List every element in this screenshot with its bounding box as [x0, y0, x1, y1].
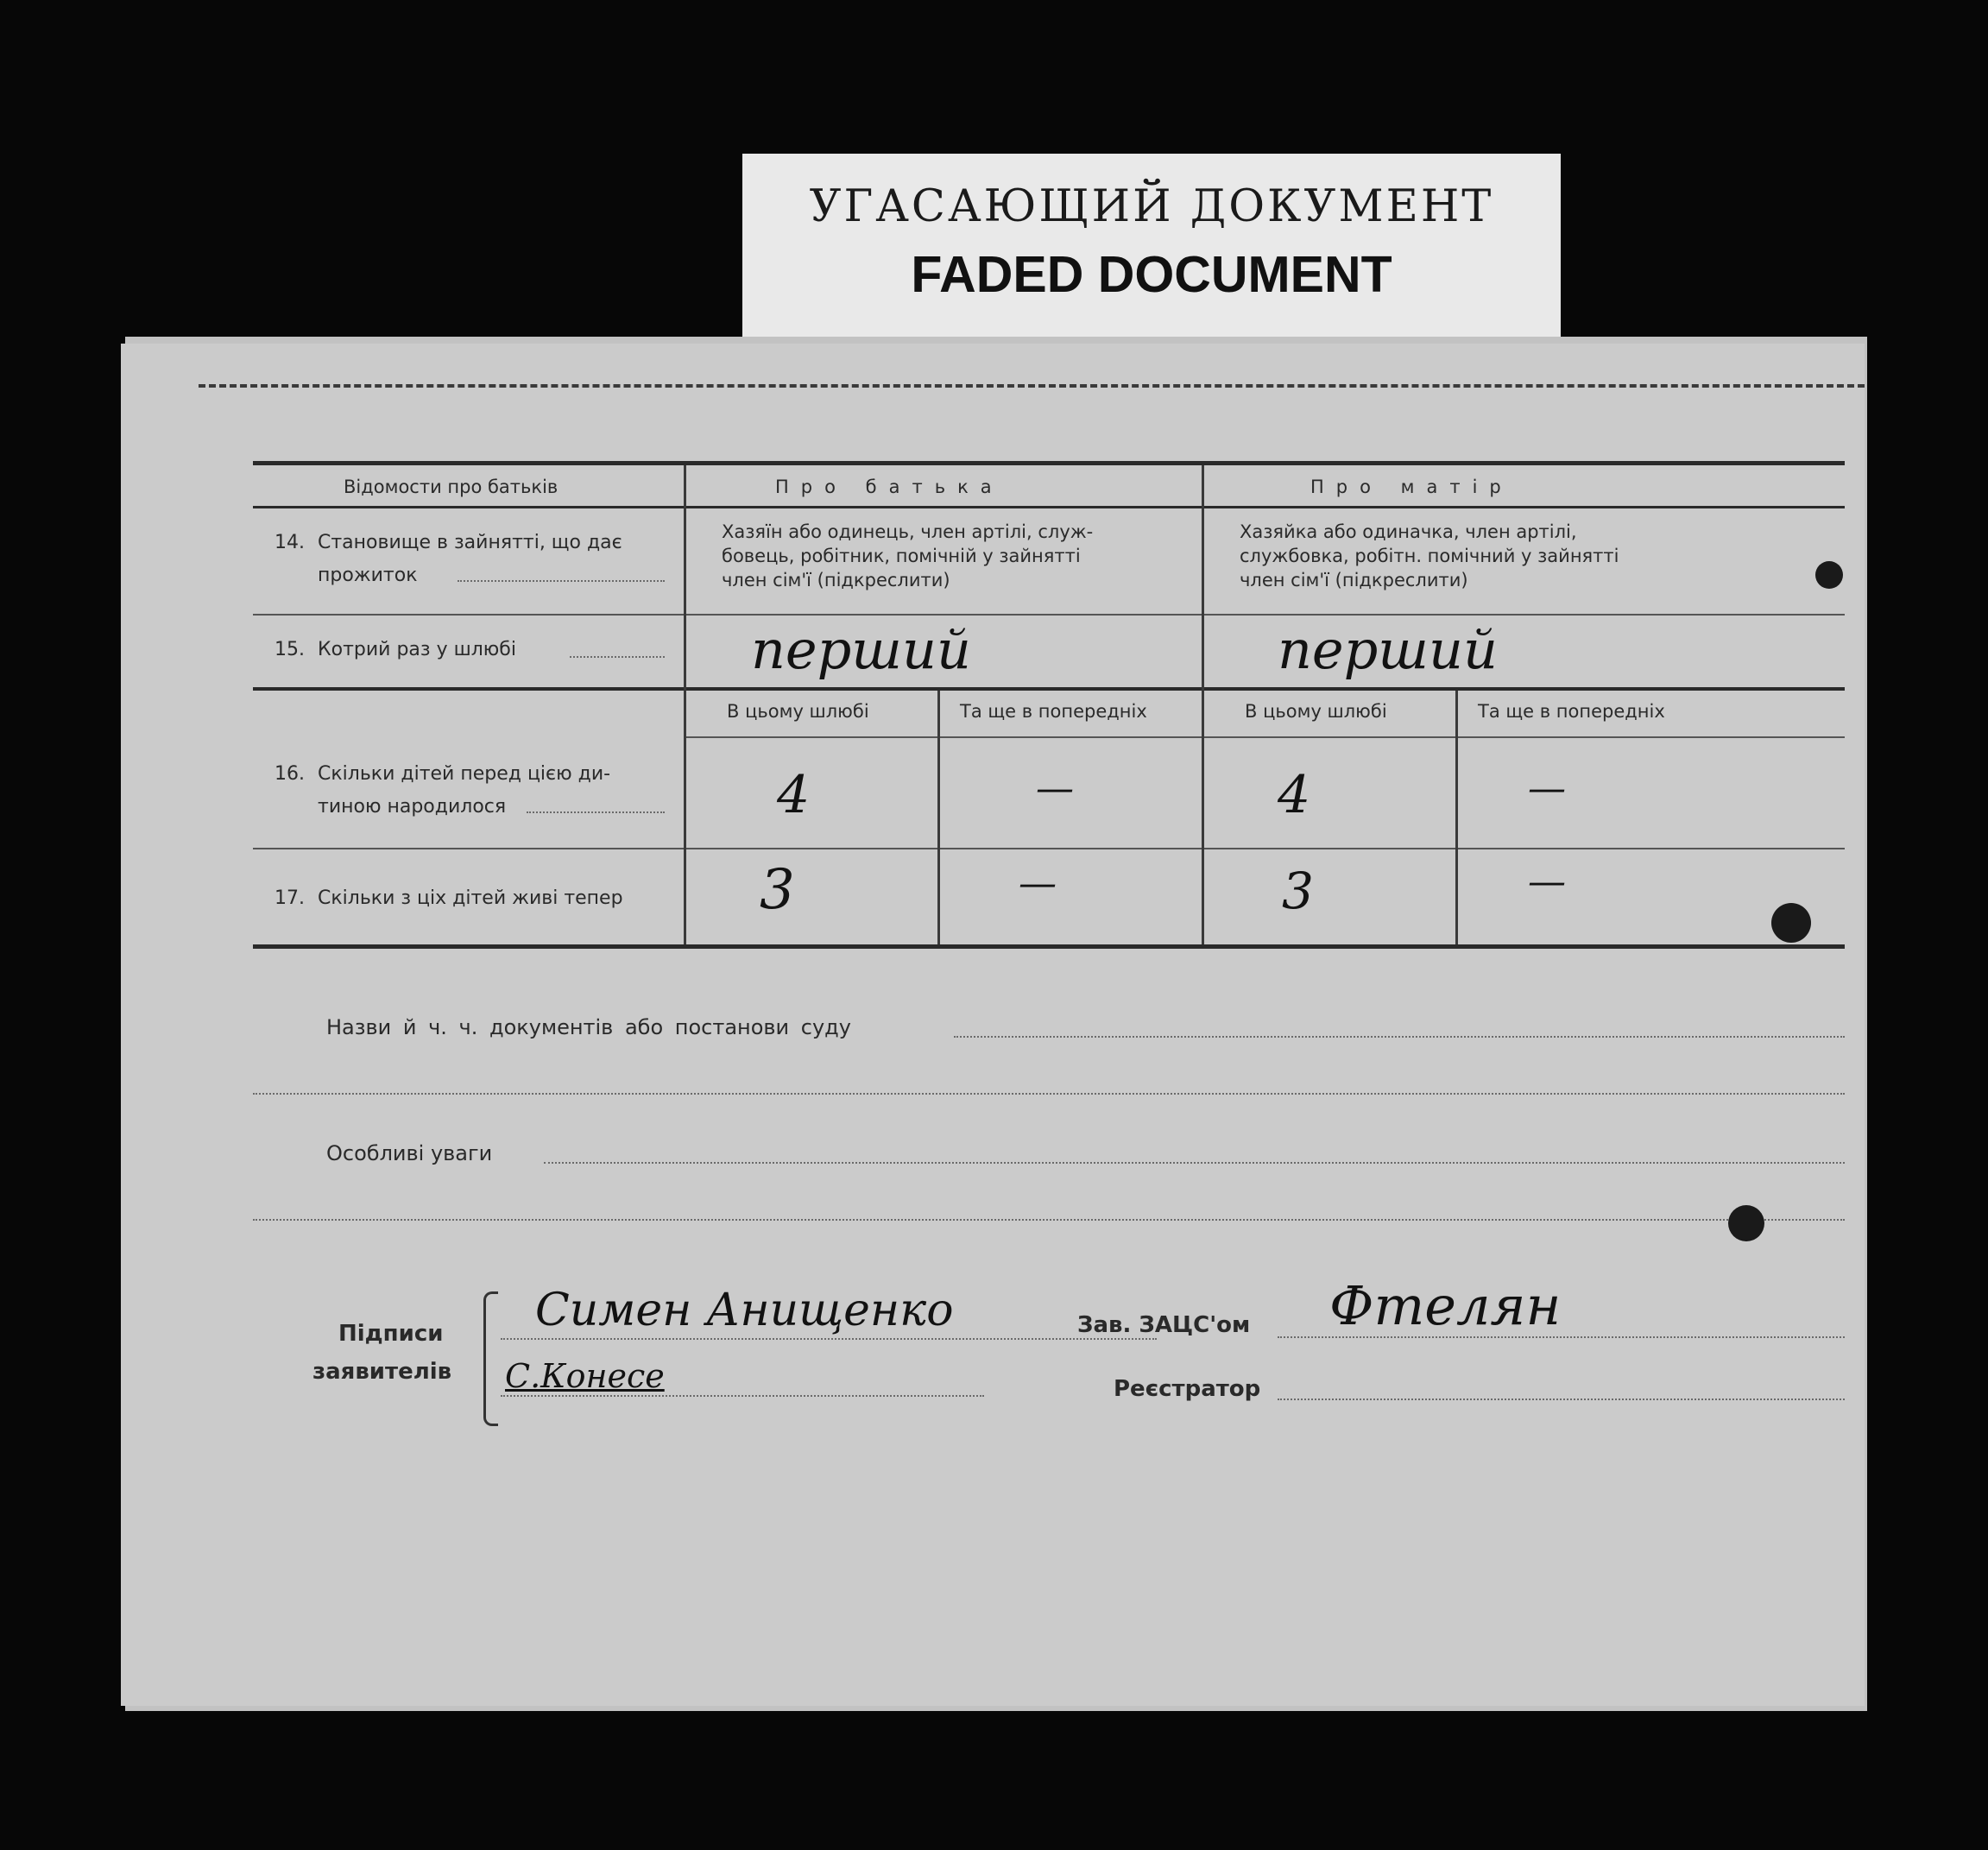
row14-mother-line2: службовка, робітн. помічний у зайнятті — [1240, 546, 1619, 566]
row17-number: 17. — [275, 887, 305, 909]
registrar-line — [1278, 1399, 1845, 1400]
row16-mother-prev: — — [1528, 767, 1566, 811]
row16-label-line2: тиною народилося — [318, 796, 507, 818]
punch-hole-3 — [1815, 561, 1843, 589]
row16-number: 16. — [275, 763, 305, 785]
documents-field-label: Назви й ч. ч. документів або постанови суду — [326, 1015, 851, 1039]
row14-bottom-rule — [253, 614, 1845, 616]
row14-father-line1: Хазяїн або одинець, член артілі, служ- — [722, 521, 1094, 542]
col-divider-father-sub — [937, 691, 940, 944]
row14-father-line2: бовець, робітник, помічній у зайнятті — [722, 546, 1081, 566]
row17-mother-this: 3 — [1282, 862, 1314, 920]
header-father: Про батька — [775, 477, 1004, 497]
registry-head-label: Зав. ЗАЦС'ом — [1077, 1312, 1251, 1338]
row16-bottom-rule — [253, 848, 1845, 849]
table-top-rule — [253, 461, 1845, 465]
subheader-father-this: В цьому шлюбі — [727, 701, 869, 722]
row15-label: Котрий раз у шлюбі — [318, 639, 516, 660]
col-divider-2 — [1202, 465, 1204, 944]
header-mother: Про матір — [1310, 477, 1513, 497]
remarks-field-line2 — [253, 1219, 1845, 1221]
row14-mother-line3: член сім'ї (підкреслити) — [1240, 570, 1468, 590]
row17-mother-prev: — — [1528, 860, 1566, 904]
col-divider-mother-sub — [1455, 691, 1458, 944]
row14-number: 14. — [275, 532, 305, 553]
row16-leader-dots — [527, 811, 665, 813]
row14-label-line1: Становище в зайнятті, що дає — [318, 532, 622, 553]
col-divider-1 — [684, 465, 686, 944]
row14-label-line2: прожиток — [318, 565, 418, 586]
applicant-signature-1-line — [501, 1338, 1157, 1340]
faded-document-stamp — [742, 154, 1561, 337]
subheader-mother-prev: Та ще в попередніх — [1478, 701, 1665, 722]
documents-field-line1 — [954, 1036, 1845, 1038]
registry-head-signature: Фтелян — [1329, 1274, 1562, 1337]
row17-label: Скільки з ціх дітей живі тепер — [318, 887, 623, 909]
stamp-text-en: FADED DOCUMENT — [911, 246, 1392, 303]
registrar-label: Реєстратор — [1114, 1376, 1261, 1402]
row17-father-prev: — — [1019, 862, 1057, 906]
row16-mother-this: 4 — [1278, 765, 1311, 825]
remarks-field-line1 — [544, 1162, 1845, 1164]
applicants-signatures-label-line1: Підписи — [338, 1321, 444, 1347]
header-parents-info: Відомости про батьків — [344, 477, 559, 497]
perforation-line — [199, 384, 1865, 388]
row14-leader-dots — [458, 580, 665, 582]
applicants-signatures-label-line2: заявителів — [312, 1359, 452, 1385]
registry-head-line — [1278, 1336, 1845, 1338]
row15-mother-value: перший — [1278, 618, 1498, 681]
form-sheet — [121, 344, 1865, 1706]
row15-father-value: перший — [751, 618, 971, 681]
subheader-mother-this: В цьому шлюбі — [1245, 701, 1387, 722]
row17-father-this: 3 — [760, 858, 795, 922]
punch-hole-1 — [1771, 903, 1811, 943]
row14-mother-line1: Хазяйка або одиначка, член артілі, — [1240, 521, 1577, 542]
applicant-signature-2-line — [501, 1395, 984, 1397]
stamp-text-ru: УГАСАЮЩИЙ ДОКУМЕНТ — [809, 181, 1494, 232]
signatures-brace — [483, 1291, 498, 1426]
table-bottom-rule — [253, 944, 1845, 949]
header-bottom-rule — [253, 506, 1845, 508]
row16-father-this: 4 — [777, 765, 811, 825]
documents-field-line2 — [253, 1093, 1845, 1095]
row14-father-line3: член сім'ї (підкреслити) — [722, 570, 950, 590]
row15-leader-dots — [570, 656, 665, 658]
row16-father-prev: — — [1036, 767, 1074, 811]
applicant-signature-1: Симен Анищенко — [535, 1285, 954, 1336]
row16-label-line1: Скільки дітей перед цією ди- — [318, 763, 611, 785]
subheader-father-prev: Та ще в попередніх — [960, 701, 1147, 722]
row15-bottom-rule — [253, 687, 1845, 691]
remarks-field-label: Особливі уваги — [326, 1141, 493, 1165]
punch-hole-2 — [1728, 1205, 1764, 1241]
applicant-signature-2: С.Конесе — [505, 1357, 665, 1395]
row15-number: 15. — [275, 639, 305, 660]
subheader-bottom-rule — [684, 736, 1845, 738]
